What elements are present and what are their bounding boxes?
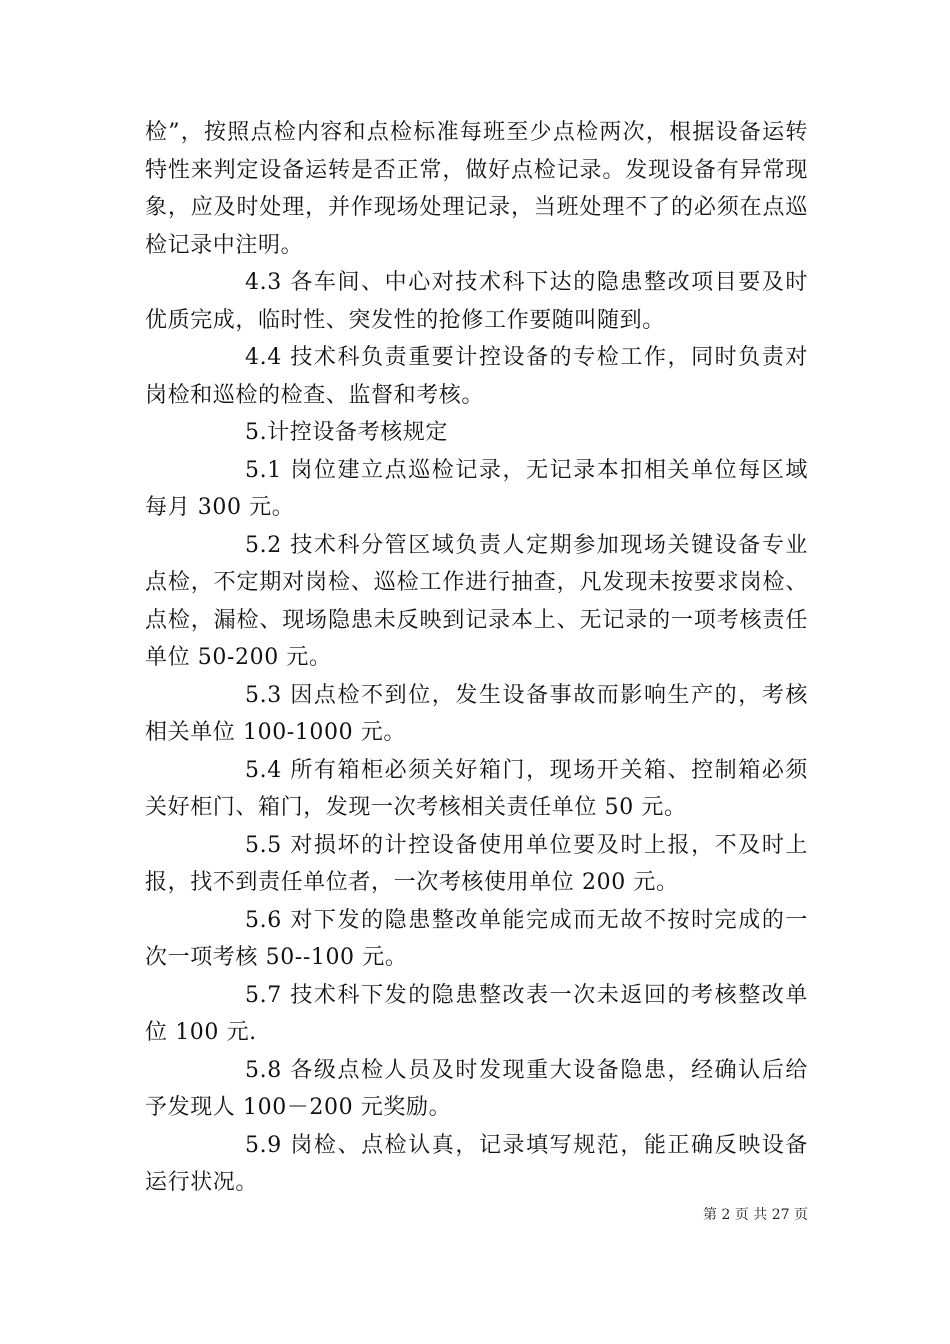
paragraph-5-1: 5.1 岗位建立点巡检记录，无记录本扣相关单位每区域每月 300 元。 — [145, 457, 808, 520]
paragraph-5-5: 5.5 对损坏的计控设备使用单位要及时上报，不及时上报，找不到责任单位者，一次考核使用单位 200 元。 — [145, 832, 808, 895]
paragraph-4-3: 4.3 各车间、中心对技术科下达的隐患整改项目要及时优质完成，临时性、突发性的抢修工作要随叫随到。 — [145, 270, 808, 333]
page-number-footer: 第 2 页 共 27 页 — [703, 1207, 808, 1223]
paragraph-5-9: 5.9 岗检、点检认真，记录填写规范，能正确反映设备运行状况。 — [145, 1132, 808, 1195]
body-text — [145, 114, 808, 1202]
paragraph-4-4: 4.4 技术科负责重要计控设备的专检工作，同时负责对岗检和巡检的检查、监督和考核。 — [145, 345, 808, 408]
paragraph-5-6: 5.6 对下发的隐患整改单能完成而无故不按时完成的一次一项考核 50--100 元。 — [145, 907, 808, 970]
paragraph-5-4: 5.4 所有箱柜必须关好箱门，现场开关箱、控制箱必须关好柜门、箱门，发现一次考核相关责任单位 50 元。 — [145, 757, 808, 820]
paragraph-5-8: 5.8 各级点检人员及时发现重大设备隐患，经确认后给予发现人 100－200 元奖励。 — [145, 1057, 808, 1120]
section-heading-5: 5.计控设备考核规定 — [245, 420, 448, 445]
paragraph-5-3: 5.3 因点检不到位，发生设备事故而影响生产的，考核相关单位 100-1000 元。 — [145, 682, 808, 745]
paragraph-5-7: 5.7 技术科下发的隐患整改表一次未返回的考核整改单位 100 元. — [145, 982, 808, 1045]
paragraph-5-2: 5.2 技术科分管区域负责人定期参加现场关键设备专业点检，不定期对岗检、巡检工作进行抽查，凡发现未按要求岗检、点检，漏检、现场隐患未反映到记录本上、无记录的一项考核责任单位 50-200 元。 — [145, 532, 808, 670]
paragraph-continuation: 检”，按照点检内容和点检标准每班至少点检两次，根据设备运转特性来判定设备运转是否正常，做好点检记录。发现设备有异常现象，应及时处理，并作现场处理记录，当班处理不了的必须在点巡检记录中注明。 — [145, 120, 808, 258]
